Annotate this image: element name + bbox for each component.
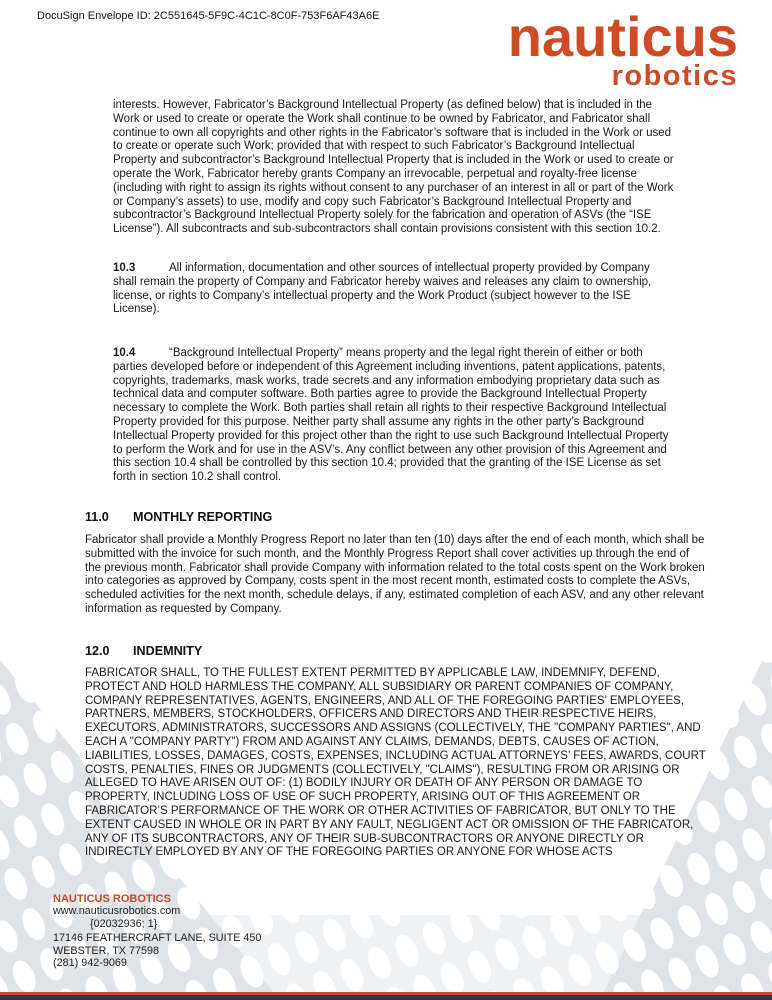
clause-10-3 bbox=[113, 262, 674, 317]
nauticus-robotics-logo bbox=[507, 5, 738, 92]
footer-address-line1: 17146 FEATHERCRAFT LANE, SUITE 450 bbox=[53, 932, 262, 945]
footer-website: www.nauticusrobotics.com bbox=[53, 905, 181, 918]
section-body-indemnity: FABRICATOR SHALL, TO THE FULLEST EXTENT PERMITTED BY APPLICABLE LAW, INDEMNIFY, DEFEND, PROTECT AND HOLD HARMLESS THE COMPANY, ALL SUBSIDIARY OR PARENT COMPANIES OF COMPANY, COMPANY REPRESENTATIVES, AGENTS, ENGINEERS, AND ALL OF THE FOREGOING PARTIES’ EMPLOYEES, PARTNERS, MEMBERS, STOCKHOLDERS, OFFICERS AND DIRECTORS AND THEIR RESPECTIVE HEIRS, EXECUTORS, ADMINISTRATORS, SUCCESSORS AND ASSIGNS (COLLECTIVELY, THE "COMPANY PARTIES", AND EACH A "COMPANY PARTY") FROM AND AGAINST ANY CLAIMS, DEMANDS, DEBTS, CAUSES OF ACTION, LIABILITIES, LOSSES, DAMAGES, COSTS, EXPENSES, INCLUDING ACTUAL ATTORNEYS’ FEES, AWARDS, COURT COSTS, PENALTIES, FINES OR JUDGMENTS (COLLECTIVELY, "CLAIMS"), RESULTING FROM OR ARISING OR ALLEGED TO HAVE ARISEN OUT OF: (1) BODILY INJURY OR DEATH OF ANY PERSON OR DAMAGE TO PROPERTY, INCLUDING LOSS OF USE OF SUCH PROPERTY, ARISING OUT OF THIS AGREEMENT OR FABRICATOR’S PERFORMANCE OF THE WORK OR OTHER ACTIVITIES OF FABRICATOR, BUT ONLY TO THE EXTENT CAUSED IN WHOLE OR IN PART BY ANY FAULT, NEGLIGENT ACT OR OMISSION OF THE FABRICATOR, ANY OF ITS SUBCONTRACTORS, ANY OF THEIR SUB-SUBCONTRACTORS OR ANYONE DIRECTLY OR INDIRECTLY EMPLOYED BY ANY OF THE FOREGOING PARTIES OR ANYONE FOR WHOSE ACTS bbox=[85, 667, 706, 859]
section-heading-monthly-reporting bbox=[85, 510, 272, 524]
section-body-monthly-reporting: Fabricator shall provide a Monthly Progress Report no later than ten (10) days after the end of each month, which shall be submitted with the invoice for such month, and the Monthly Progress Report shall cover activities up through the end of the previous month. Fabricator shall provide Company with information related to the total costs spent on the Work broken into categories as approved by Company, costs spent in the most recent month, estimated costs to complete the ASVs, scheduled activities for the next month, schedule delays, if any, estimated completion of each ASV, and any other relevant information as requested by Company. bbox=[85, 534, 705, 615]
clause-text: All information, documentation and other sources of intellectual property provided by Company shall remain the property of Company and Fabricator hereby waives and releases any claim to ownership, license, or rights to Company’s intellectual property and the Work Product (subject however to the ISE License). bbox=[113, 262, 652, 316]
clause-number: 10.3 bbox=[113, 262, 136, 274]
footer-doc-ref: {02032936; 1} bbox=[90, 917, 158, 930]
footer-phone: (281) 942-9069 bbox=[53, 957, 127, 970]
footer-address-line2: WEBSTER, TX 77598 bbox=[53, 944, 160, 957]
section-number: 12.0 bbox=[85, 644, 110, 658]
section-title: INDEMNITY bbox=[133, 644, 203, 658]
footer bbox=[53, 893, 261, 969]
clause-text: “Background Intellectual Property” means property and the legal right therein of either or both parties developed before or independent of this Agreement including inventions, patent applications, patents, copyrights, trademarks, mask works, trade secrets and any information embodying proprietary data such as technical data and computer software. Both parties agree to provide the Background Intellectual Property necessary to complete the Work. Both parties shall retain all rights to their respective Background Intellectual Property provided for this purpose. Neither party shall assume any rights in the other party’s Background Intellectual Property provided for this project other than the right to use such Background Intellectual Property to perform the Work and for use in the ASV’s. Any conflict between any other provision of this Agreement and this section 10.4 shall be controlled by this section 10.4; provided that the granting of the ISE License as set forth in section 10.2 shall control. bbox=[113, 347, 669, 484]
clause-10-4 bbox=[113, 347, 674, 485]
intro-paragraph: interests. However, Fabricator’s Background Intellectual Property (as defined below) that is included in the Work or used to create or operate the Work shall continue to be owned by Fabricator, and Fabricator shall continue to own all copyrights and other rights in the Fabricator’s software that is included in the Work or used to create or operate such Work; provided that with respect to such Fabricator’s Background Intellectual Property and subcontractor’s Background Intellectual Property that is included in the Work or used to create or operate the Work, Fabricator hereby grants Company an irrevocable, perpetual and royalty-free license (including with right to assign its rights without consent to any purchaser of an interest in all or part of the Work or Company’s assets) to use, modify and copy such Fabricator’s Background Intellectual Property and subcontractor’s Background Intellectual Property solely for the fabrication and operation of ASVs (the “ISE License”). All subcontracts and sub-subcontractors shall contain provisions consistent with this section 10.2. bbox=[113, 99, 674, 236]
logo-primary-text: nauticus bbox=[507, 5, 738, 68]
bottom-navy-bar bbox=[0, 995, 772, 1000]
section-title: MONTHLY REPORTING bbox=[133, 510, 273, 524]
clause-number: 10.4 bbox=[113, 347, 136, 359]
section-number: 11.0 bbox=[85, 510, 109, 524]
section-heading-indemnity bbox=[85, 644, 202, 658]
docusign-envelope-id: DocuSign Envelope ID: 2C551645-5F9C-4C1C-8C0F-753F6AF43A6E bbox=[37, 10, 380, 22]
logo-secondary-text: robotics bbox=[611, 59, 738, 92]
footer-company-name: NAUTICUS ROBOTICS bbox=[53, 893, 171, 905]
